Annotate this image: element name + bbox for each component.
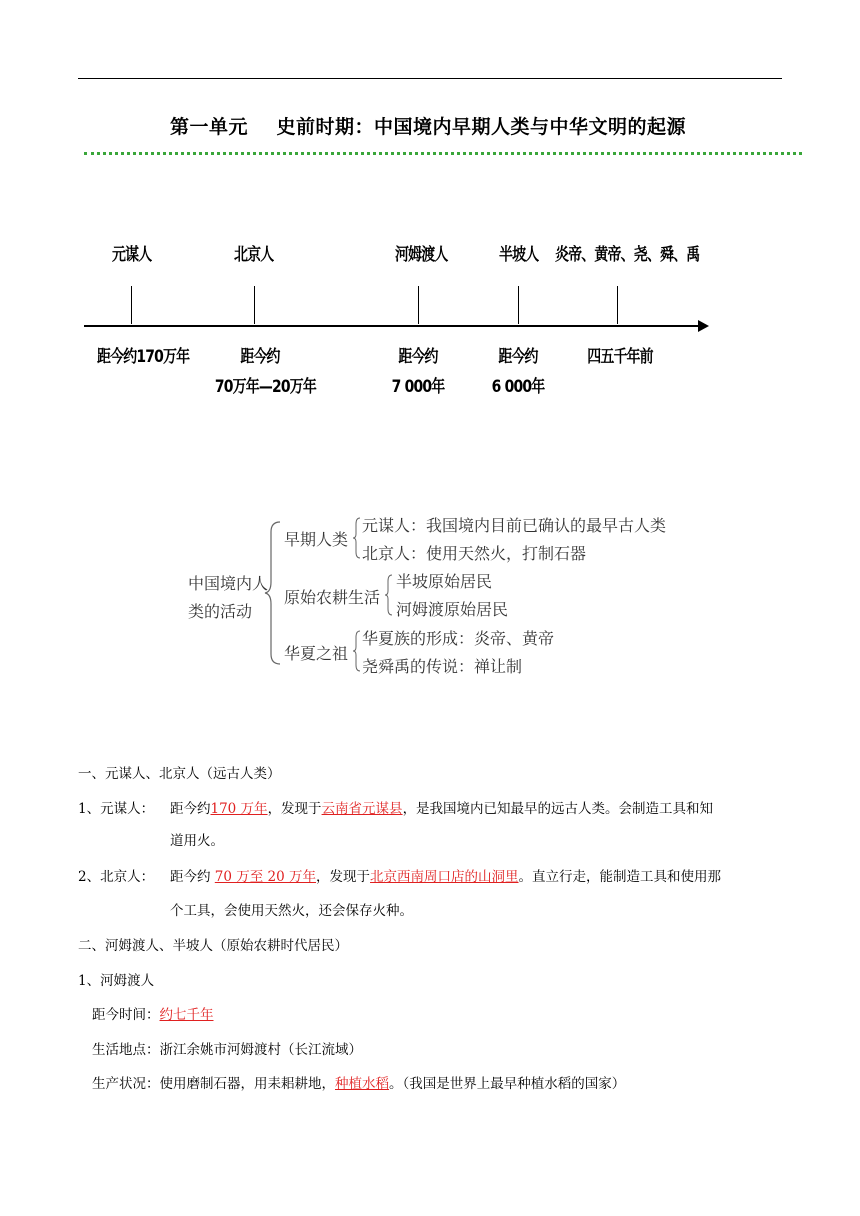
timeline-tick [254, 286, 255, 324]
timeline-label-hemudu: 河姆渡人 [395, 245, 448, 265]
field-label: 生产状况： [92, 1076, 160, 1092]
header-rule [78, 78, 782, 79]
timeline-date-banpo: 距今约 6 000年 [491, 347, 545, 397]
field-label: 生活地点： [92, 1042, 160, 1058]
section-heading-1: 一、元谋人、北京人（远古人类） [78, 766, 281, 782]
brace-icon [352, 516, 362, 560]
branch-item: 北京人：使用天然火，打制石器 [362, 544, 587, 563]
timeline-date-beijing: 距今约 70万年—20万年 [214, 347, 317, 397]
highlight-text: 约七千年 [159, 1007, 214, 1023]
timeline-tick [518, 286, 519, 324]
timeline-tick [131, 286, 132, 324]
entry-label: 2、北京人： [78, 869, 155, 885]
timeline-arrow-icon [698, 320, 709, 332]
highlight-text: 70 万至 20 万年 [214, 869, 317, 885]
branch-item: 元谋人：我国境内目前已确认的最早古人类 [362, 516, 667, 535]
hemudu-production: 生产状况：使用磨制石器，用耒耜耕地，种植水稻。（我国是世界上最早种植水稻的国家） [92, 1076, 626, 1092]
section-heading-2: 二、河姆渡人、半坡人（原始农耕时代居民） [78, 938, 348, 954]
timeline-label-emperors: 炎帝、黄帝、尧、舜、禹 [555, 245, 700, 265]
highlight-text: 170 万年 [210, 801, 268, 817]
yuanmou-continuation: 道用火。 [170, 833, 224, 849]
timeline-label-beijing: 北京人 [234, 245, 274, 265]
hemudu-time [92, 1005, 214, 1025]
field-label: 距今时间： [92, 1007, 160, 1023]
branch-item: 尧舜禹的传说：禅让制 [362, 657, 523, 676]
concept-root: 中国境内人 类的活动 [188, 574, 269, 621]
big-brace-icon [262, 518, 284, 668]
beijing-continuation: 个工具，会使用天然火，还会保存火种。 [170, 903, 413, 919]
brace-icon [384, 573, 394, 617]
highlight-text: 种植水稻 [335, 1076, 389, 1092]
timeline-label-yuanmou: 元谋人 [112, 245, 152, 265]
timeline-date-emperors: 四五千年前 [587, 347, 653, 367]
branch-label-early-humans: 早期人类 [284, 530, 349, 549]
highlight-text: 云南省元谋县 [321, 801, 403, 817]
highlight-text: 北京西南周口店的山洞里 [370, 869, 519, 885]
timeline-date-hemudu: 距今约 7 000年 [391, 347, 445, 397]
entry-label: 1、元谋人： [78, 801, 155, 817]
yuanmou-entry: 1、元谋人： 距今约170 万年，发现于云南省元谋县，是我国境内已知最早的远古人类。会制造工具和知 [78, 801, 714, 817]
hemudu-heading: 1、河姆渡人 [78, 973, 155, 989]
branch-label-farming: 原始农耕生活 [284, 588, 381, 607]
branch-item: 半坡原始居民 [396, 572, 493, 591]
beijing-entry: 2、北京人： 距今约 70 万至 20 万年，发现于北京西南周口店的山洞里。直立行走，能制造工具和使用那 [78, 869, 722, 885]
timeline-axis [84, 325, 700, 327]
brace-icon [352, 629, 362, 673]
title-dotted-divider [84, 152, 802, 155]
hemudu-place: 生活地点：浙江余姚市河姆渡村（长江流域） [92, 1042, 362, 1058]
branch-item: 河姆渡原始居民 [396, 600, 509, 619]
timeline-tick [418, 286, 419, 324]
timeline-label-banpo: 半坡人 [499, 245, 539, 265]
branch-label-huaxia: 华夏之祖 [284, 644, 349, 663]
branch-item: 华夏族的形成：炎帝、黄帝 [362, 629, 555, 648]
timeline-date-yuanmou: 距今约170万年 [97, 347, 190, 367]
timeline-tick [617, 286, 618, 324]
page-title: 第一单元 史前时期：中国境内早期人类与中华文明的起源 [170, 116, 686, 138]
